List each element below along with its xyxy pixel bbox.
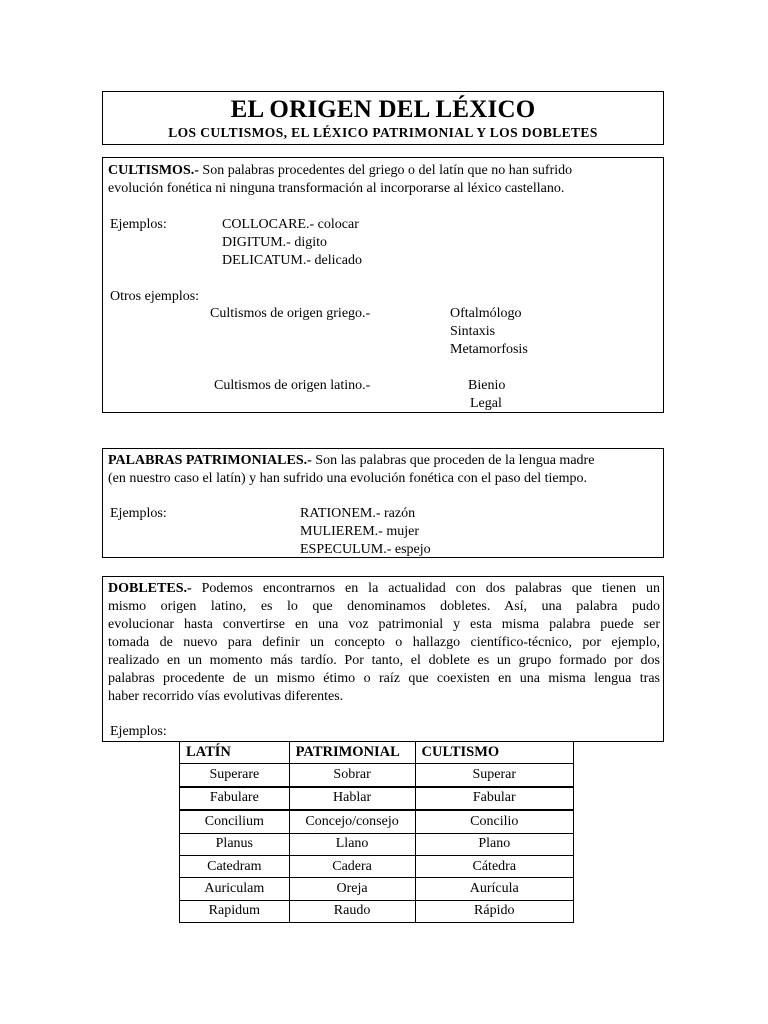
table-cell-latin: Planus	[180, 833, 290, 855]
patrimoniales-example-3: ESPECULUM.- espejo	[300, 542, 431, 557]
page-subtitle: LOS CULTISMOS, EL LÉXICO PATRIMONIAL Y LOS DOBLETES	[168, 125, 598, 140]
dobletes-examples-label: Ejemplos:	[110, 724, 167, 739]
table-row	[180, 764, 574, 787]
table-cell-patrimonial: Hablar	[289, 787, 415, 810]
cultismos-greek-label: Cultismos de origen griego.-	[210, 306, 371, 321]
cultismos-greek-word-1: Oftalmólogo	[450, 306, 522, 321]
patrimoniales-definition	[108, 452, 660, 488]
patrimoniales-examples-label: Ejemplos:	[110, 506, 167, 521]
page-title: EL ORIGEN DEL LÉXICO	[230, 96, 536, 123]
table-cell-latin: Fabulare	[180, 787, 290, 810]
dobletes-line-3: evolucionar hasta convertirse en una voz patrimonial y esta misma palabra puede ser	[108, 617, 660, 632]
cultismos-latin-label: Cultismos de origen latino.-	[214, 378, 371, 393]
cultismos-examples-label: Ejemplos:	[110, 217, 167, 232]
cultismos-definition-line2: evolución fonética ni ninguna transformación al incorporarse al léxico castellano.	[108, 181, 565, 196]
cultismos-greek-word-2: Sintaxis	[450, 324, 496, 339]
table-cell-patrimonial: Sobrar	[289, 764, 415, 787]
dobletes-line-7: haber recorrido vías evolutivas diferentes.	[108, 689, 344, 704]
dobletes-line-6: palabras procedente de un mismo étimo o raíz que coexisten en una misma lengua tras	[108, 671, 660, 686]
table-cell-cultismo: Superar	[415, 764, 573, 787]
dobletes-table	[179, 741, 574, 923]
dobletes-line-4: tomada de nuevo para definir un concepto o hallazgo científico-técnico, por ejemplo,	[108, 635, 660, 650]
title-box	[102, 91, 664, 145]
cultismos-example-1: COLLOCARE.- colocar	[222, 217, 359, 232]
table-cell-patrimonial: Concejo/consejo	[289, 810, 415, 833]
dobletes-line-1: Podemos encontrarnos en la actualidad con dos palabras que tienen un	[191, 581, 660, 596]
table-row	[180, 900, 574, 922]
table-cell-latin: Auriculam	[180, 878, 290, 900]
table-cell-patrimonial: Cadera	[289, 855, 415, 877]
table-header-patrimonial: PATRIMONIAL	[289, 742, 415, 764]
table-cell-cultismo: Cátedra	[415, 855, 573, 877]
table-cell-patrimonial: Raudo	[289, 900, 415, 922]
table-row	[180, 810, 574, 833]
dobletes-term: DOBLETES.-	[108, 581, 192, 596]
table-cell-latin: Concilium	[180, 810, 290, 833]
table-cell-patrimonial: Llano	[289, 833, 415, 855]
table-row	[180, 833, 574, 855]
patrimoniales-term: PALABRAS PATRIMONIALES.-	[108, 453, 312, 468]
table-cell-cultismo: Aurícula	[415, 878, 573, 900]
dobletes-line-2: mismo origen latino, es lo que denominamos dobletes. Así, una palabra pudo	[108, 599, 660, 614]
cultismos-latin-word-1: Bienio	[468, 378, 506, 393]
dobletes-definition	[108, 580, 660, 706]
table-cell-latin: Rapidum	[180, 900, 290, 922]
patrimoniales-definition-line2: (en nuestro caso el latín) y han sufrido una evolución fonética con el paso del tiempo.	[108, 471, 587, 486]
table-row	[180, 787, 574, 810]
cultismos-term: CULTISMOS.-	[108, 163, 199, 178]
cultismos-example-2: DIGITUM.- digito	[222, 235, 327, 250]
patrimoniales-example-1: RATIONEM.- razón	[300, 506, 416, 521]
table-row	[180, 855, 574, 877]
cultismos-greek-word-3: Metamorfosis	[450, 342, 528, 357]
table-cell-cultismo: Plano	[415, 833, 573, 855]
cultismos-definition-line1: Son palabras procedentes del griego o del latín que no han sufrido	[198, 163, 573, 178]
cultismos-latin-word-2: Legal	[470, 396, 502, 411]
table-cell-latin: Superare	[180, 764, 290, 787]
table-cell-latin: Catedram	[180, 855, 290, 877]
patrimoniales-example-2: MULIEREM.- mujer	[300, 524, 419, 539]
cultismos-other-label: Otros ejemplos:	[110, 289, 200, 304]
table-header-cultismo: CULTISMO	[415, 742, 573, 764]
table-header-latin: LATÍN	[180, 742, 290, 764]
dobletes-line-5: realizado en un momento más tardío. Por tanto, el doblete es un grupo formado por dos	[108, 653, 660, 668]
table-header-row	[180, 742, 574, 764]
table-cell-cultismo: Rápido	[415, 900, 573, 922]
table-row	[180, 878, 574, 900]
patrimoniales-definition-line1: Son las palabras que proceden de la lengua madre	[311, 453, 595, 468]
table-cell-cultismo: Fabular	[415, 787, 573, 810]
cultismos-example-3: DELICATUM.- delicado	[222, 253, 362, 268]
table-cell-patrimonial: Oreja	[289, 878, 415, 900]
cultismos-definition	[108, 162, 660, 198]
table-cell-cultismo: Concilio	[415, 810, 573, 833]
